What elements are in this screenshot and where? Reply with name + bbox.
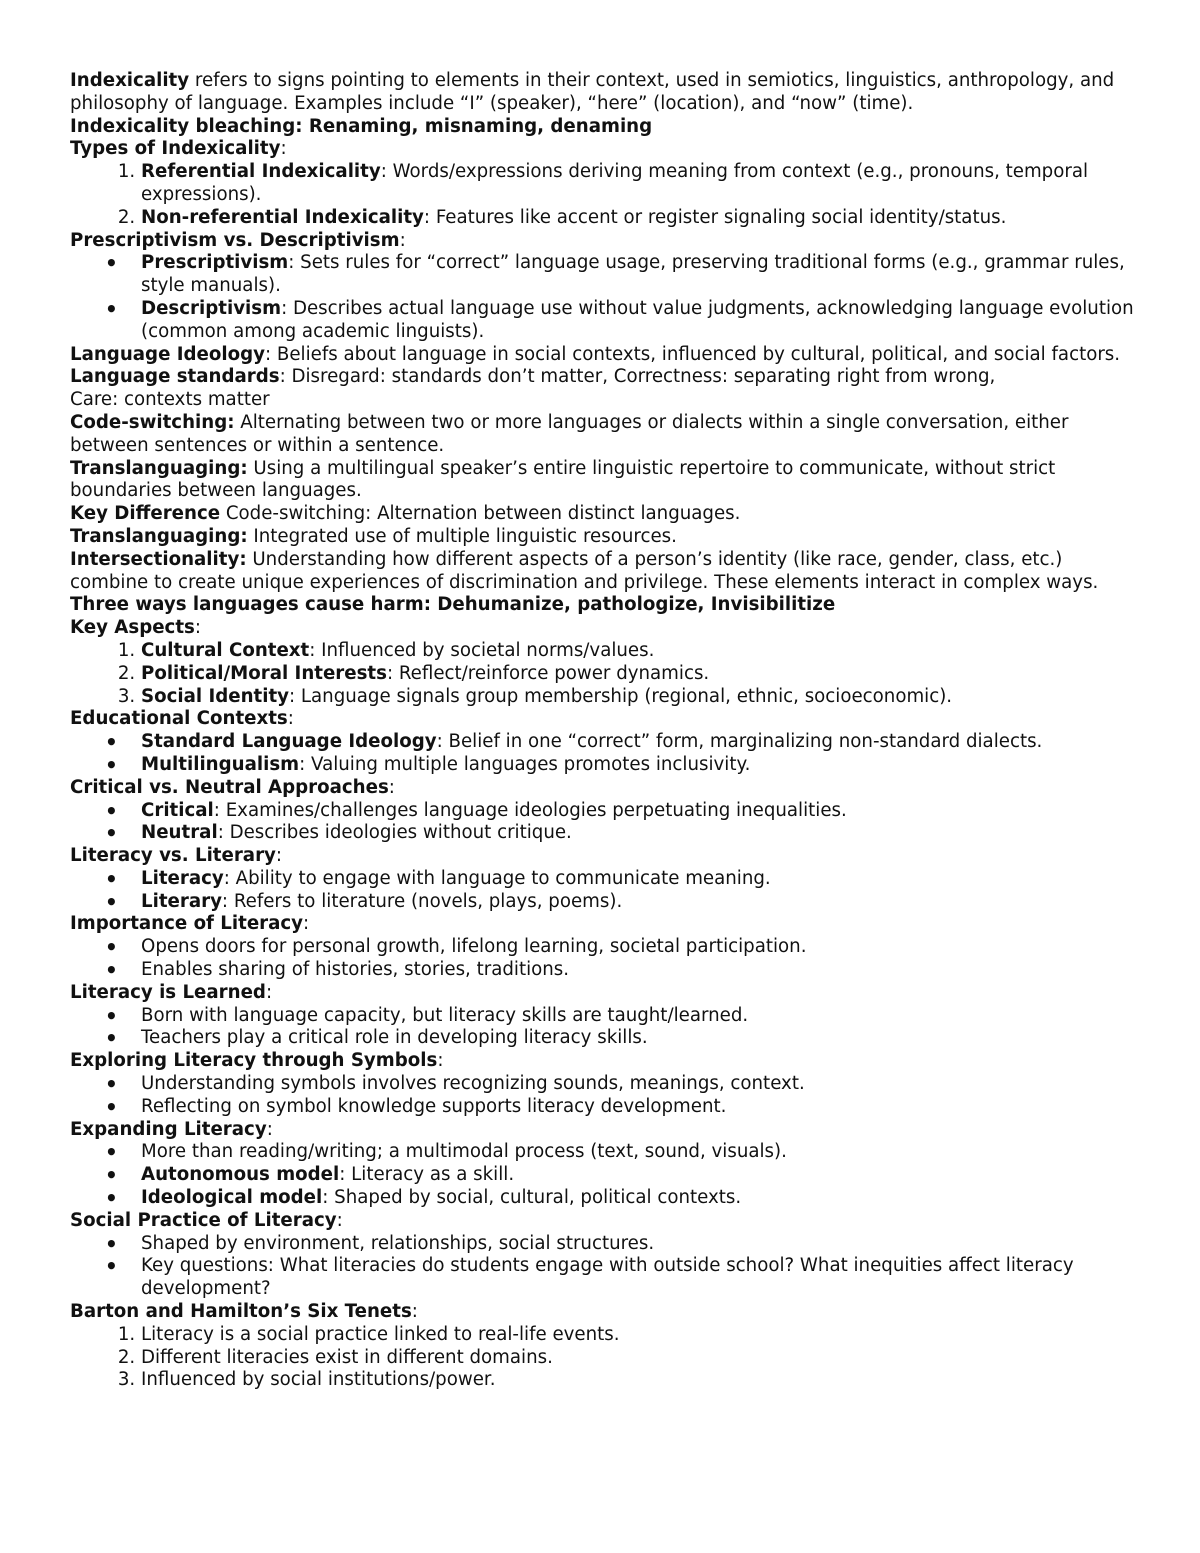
learned-list <box>70 1005 1135 1051</box>
intro-paragraph <box>70 70 1135 116</box>
intro-text: refers to signs pointing to elements in their context, used in semiotics, linguistics, anthropology, and philosophy of language. Examples include “I” (speaker), “here” (location), and “now” (time). <box>70 70 1115 114</box>
list-item: 2. Different literacies exist in different domains. <box>141 1347 1135 1370</box>
harm-heading: Three ways languages cause harm: Dehumanize, pathologize, Invisibilitize <box>70 594 836 616</box>
critical-list <box>70 800 1135 846</box>
intro-term: Indexicality <box>70 70 190 91</box>
educational-heading: Educational Contexts: <box>70 708 294 730</box>
list-item: • Opens doors for personal growth, lifelong learning, societal participation. <box>141 936 1135 959</box>
list-item: • Autonomous model: Literacy as a skill. <box>141 1164 1135 1187</box>
list-item: 1. Cultural Context: Influenced by societal norms/values. <box>141 640 1135 663</box>
list-item: • Understanding symbols involves recognizing sounds, meanings, context. <box>141 1073 1135 1096</box>
types-list <box>70 161 1135 229</box>
list-item: • Standard Language Ideology: Belief in one “correct” form, marginalizing non-standard dialects. <box>141 731 1135 754</box>
bleaching-heading: Indexicality bleaching: Renaming, misnaming, denaming <box>70 115 653 137</box>
prescriptivism-heading: Prescriptivism vs. Descriptivism: <box>70 229 406 251</box>
types-heading: Types of Indexicality: <box>70 138 287 160</box>
list-item: • Born with language capacity, but literacy skills are taught/learned. <box>141 1005 1135 1028</box>
list-item: 2. Political/Moral Interests: Reflect/reinforce power dynamics. <box>141 663 1135 686</box>
translanguaging-paragraph: Translanguaging: Using a multilingual speaker’s entire linguistic repertoire to communicate, without strict boundaries between languages. <box>70 457 1056 502</box>
educational-list <box>70 731 1135 777</box>
list-item: • Key questions: What literacies do students engage with outside school? What inequities affect literacy development? <box>141 1255 1135 1301</box>
list-item: • More than reading/writing; a multimodal process (text, sound, visuals). <box>141 1141 1135 1164</box>
translanguaging-2-paragraph: Translanguaging: Integrated use of multiple linguistic resources. <box>70 525 677 547</box>
literacy-vs-list <box>70 868 1135 914</box>
importance-heading: Importance of Literacy: <box>70 913 310 935</box>
list-item: • Prescriptivism: Sets rules for “correct” language usage, preserving traditional forms (e.g., grammar rules, style manuals). <box>141 252 1135 298</box>
expanding-list <box>70 1141 1135 1209</box>
expanding-heading: Expanding Literacy: <box>70 1118 273 1140</box>
list-item: 2. Non-referential Indexicality: Features like accent or register signaling social identity/status. <box>141 207 1135 230</box>
list-item: • Literacy: Ability to engage with language to communicate meaning. <box>141 868 1135 891</box>
list-item: • Descriptivism: Describes actual language use without value judgments, acknowledging language evolution (common among academic linguists). <box>141 298 1135 344</box>
prescriptivism-list <box>70 252 1135 343</box>
symbols-list <box>70 1073 1135 1119</box>
list-item: 1. Referential Indexicality: Words/expressions deriving meaning from context (e.g., pronouns, temporal expressions). <box>141 161 1135 207</box>
barton-heading: Barton and Hamilton’s Six Tenets: <box>70 1301 418 1323</box>
list-item: • Critical: Examines/challenges language ideologies perpetuating inequalities. <box>141 800 1135 823</box>
key-difference-paragraph: Key Difference Code-switching: Alternation between distinct languages. <box>70 503 741 525</box>
list-item: • Multilingualism: Valuing multiple languages promotes inclusivity. <box>141 754 1135 777</box>
importance-list <box>70 936 1135 982</box>
literacy-vs-heading: Literacy vs. Literary: <box>70 845 283 867</box>
list-item: 3. Influenced by social institutions/power. <box>141 1369 1135 1392</box>
key-aspects-list <box>70 640 1135 708</box>
code-switching-paragraph: Code-switching: Alternating between two or more languages or dialects within a single conversation, either between sentences or within a sentence. <box>70 411 1069 456</box>
intersectionality-paragraph: Intersectionality: Understanding how different aspects of a person’s identity (like race, gender, class, etc.) combine to create unique experiences of discrimination and privilege. These elements interact in complex ways. <box>70 548 1099 593</box>
critical-heading: Critical vs. Neutral Approaches: <box>70 776 395 798</box>
list-item: • Shaped by environment, relationships, social structures. <box>141 1233 1135 1256</box>
ideology-paragraph: Language Ideology: Beliefs about language in social contexts, influenced by cultural, political, and social factors. Language standards: Disregard: standards don’t matter, Correctness: separating right from wrong, <box>70 343 1121 388</box>
list-item: • Teachers play a critical role in developing literacy skills. <box>141 1027 1135 1050</box>
document-page <box>70 70 1135 1392</box>
list-item: 3. Social Identity: Language signals group membership (regional, ethnic, socioeconomic). <box>141 686 1135 709</box>
list-item: • Neutral: Describes ideologies without critique. <box>141 822 1135 845</box>
learned-heading: Literacy is Learned: <box>70 981 273 1003</box>
care-line: Care: contexts matter <box>70 389 270 411</box>
social-practice-list <box>70 1233 1135 1301</box>
list-item: • Reflecting on symbol knowledge supports literacy development. <box>141 1096 1135 1119</box>
list-item: • Ideological model: Shaped by social, cultural, political contexts. <box>141 1187 1135 1210</box>
key-aspects-heading: Key Aspects: <box>70 617 201 639</box>
list-item: • Literary: Refers to literature (novels, plays, poems). <box>141 891 1135 914</box>
list-item: 1. Literacy is a social practice linked to real-life events. <box>141 1324 1135 1347</box>
social-practice-heading: Social Practice of Literacy: <box>70 1209 343 1231</box>
symbols-heading: Exploring Literacy through Symbols: <box>70 1050 444 1072</box>
barton-list <box>70 1324 1135 1392</box>
list-item: • Enables sharing of histories, stories, traditions. <box>141 959 1135 982</box>
